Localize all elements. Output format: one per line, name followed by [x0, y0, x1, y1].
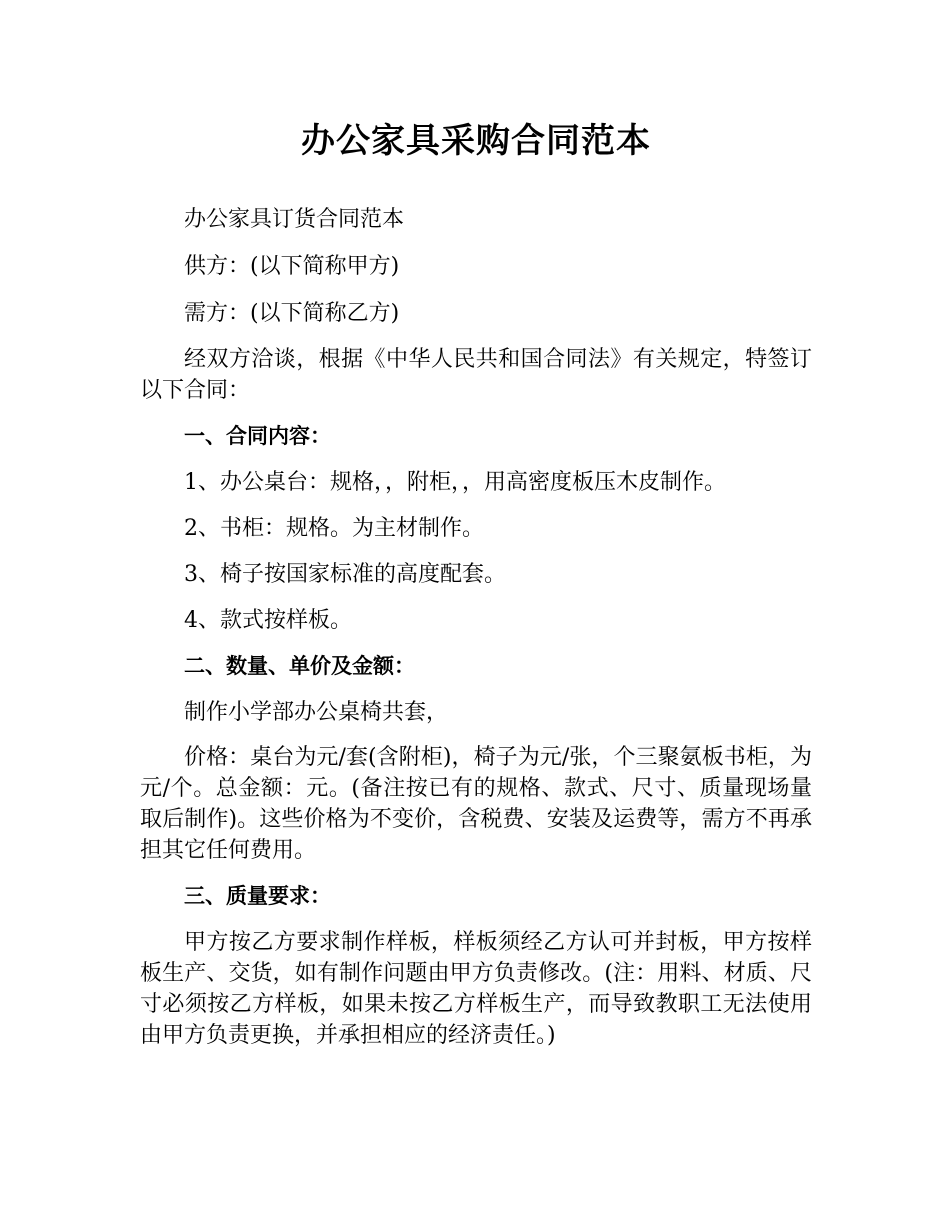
contract-item-3: 3、椅子按国家标准的高度配套。 — [184, 562, 506, 587]
contract-item-1: 1、办公桌台：规格，，附柜，，用高密度板压木皮制作。 — [184, 470, 726, 495]
preamble-paragraph: 经双方洽谈，根据《中华人民共和国合同法》有关规定，特签订以下合同： — [140, 347, 812, 403]
buyer-line: 需方：(以下简称乙方) — [184, 301, 400, 326]
subtitle-line: 办公家具订货合同范本 — [184, 207, 405, 232]
quality-paragraph: 甲方按乙方要求制作样板，样板须经乙方认可并封板，甲方按样板生产、交货，如有制作问题由甲方负责修改。(注：用料、材质、尺寸必须按乙方样板，如果未按乙方样板生产，而导致教职工无法使用由甲方负责更换，并承担相应的经济责任。) — [140, 930, 812, 1048]
contract-item-2: 2、书柜：规格。为主材制作。 — [184, 516, 484, 541]
section-heading-contract-content: 一、合同内容： — [184, 424, 331, 448]
section-heading-quantity-price: 二、数量、单价及金额： — [184, 654, 415, 678]
supplier-line: 供方：(以下简称甲方) — [184, 254, 400, 279]
price-paragraph: 价格：桌台为元/套(含附柜)，椅子为元/张，个三聚氨板书柜，为元/个。总金额：元。(备注按已有的规格、款式、尺寸、质量现场量取后制作)。这些价格为不变价，含税费、安装及运费等，需方不再承担其它任何费用。 — [140, 745, 812, 863]
contract-item-4: 4、款式按样板。 — [184, 608, 352, 633]
section-heading-quality: 三、质量要求： — [184, 884, 331, 908]
quantity-paragraph: 制作小学部办公桌椅共套， — [184, 700, 449, 725]
document-title: 办公家具采购合同范本 — [301, 121, 651, 161]
